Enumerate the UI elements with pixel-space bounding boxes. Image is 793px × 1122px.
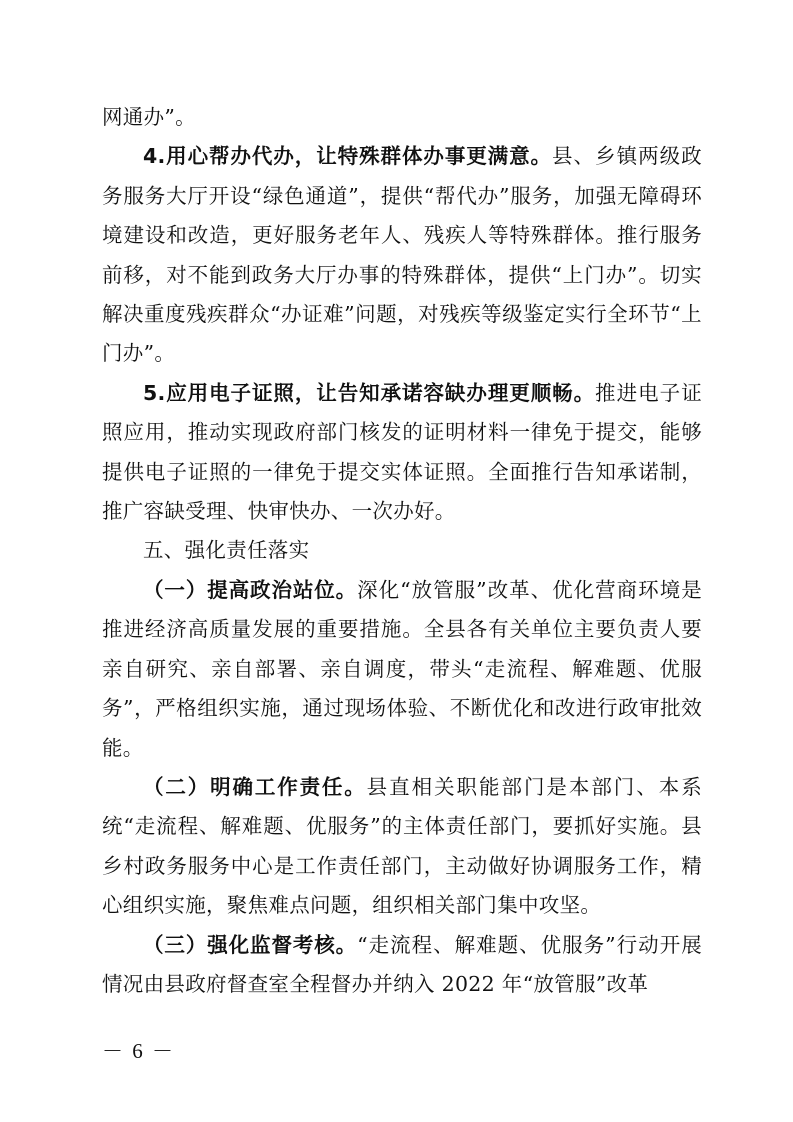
paragraph-text: 县、乡镇两级政务服务大厅开设“绿色通道”，提供“帮代办”服务，加强无障碍环境建设和改造，更好服务老年人、残疾人等特殊群体。推行服务前移，对不能到政务大厅办事的特殊群体，提供“上门办”。切实解决重度残疾群众“办证难”问题，对残疾等级鉴定实行全环节“上门办”。 (102, 144, 702, 366)
paragraph-lead: 5.应用电子证照，让告知承诺容缺办理更顺畅。 (143, 380, 596, 405)
paragraph-text: 网通办”。 (102, 105, 196, 129)
paragraph-continuation (102, 98, 702, 137)
paragraph-lead: （三）强化监督考核。 (143, 932, 358, 957)
paragraph-text: 深化“放管服”改革、优化营商环境是推进经济高质量发展的重要措施。全县各有关单位主要负责人要亲自研究、亲自部署、亲自调度，带头“走流程、解难题、优服务”，严格组织实施，通过现场体验、不断优化和改进行政审批效能。 (102, 577, 702, 760)
paragraph-lead: （一）提高政治站位。 (143, 577, 358, 602)
section-heading-text: 五、强化责任落实 (143, 538, 310, 563)
paragraph-lead: 4.用心帮办代办，让特殊群体办事更满意。 (143, 144, 552, 169)
paragraph-text: 县直相关职能部门是本部门、本系统“走流程、解难题、优服务”的主体责任部门，要抓好实施。县乡村政务服务中心是工作责任部门，主动做好协调服务工作，精心组织实施，聚焦难点问题，组织相关部门集中攻坚。 (102, 774, 703, 918)
paragraph-sub-3 (102, 926, 702, 1005)
document-body (102, 98, 702, 1004)
section-heading (102, 531, 702, 570)
paragraph-text: “走流程、解难题、优服务”行动开展情况由县政府督查室全程督办并纳入 2022 年“放管服”改革 (102, 932, 702, 996)
paragraph-lead: （二）明确工作责任。 (143, 774, 367, 799)
page-number: － 6 － (102, 1039, 175, 1063)
paragraph-text: 推进电子证照应用，推动实现政府部门核发的证明材料一律免于提交，能够提供电子证照的一律免于提交实体证照。全面推行告知承诺制，推广容缺受理、快审快办、一次办好。 (102, 380, 702, 524)
paragraph-sub-1 (102, 571, 702, 768)
paragraph-item-4 (102, 137, 702, 373)
paragraph-item-5 (102, 374, 702, 532)
paragraph-sub-2 (102, 768, 702, 926)
